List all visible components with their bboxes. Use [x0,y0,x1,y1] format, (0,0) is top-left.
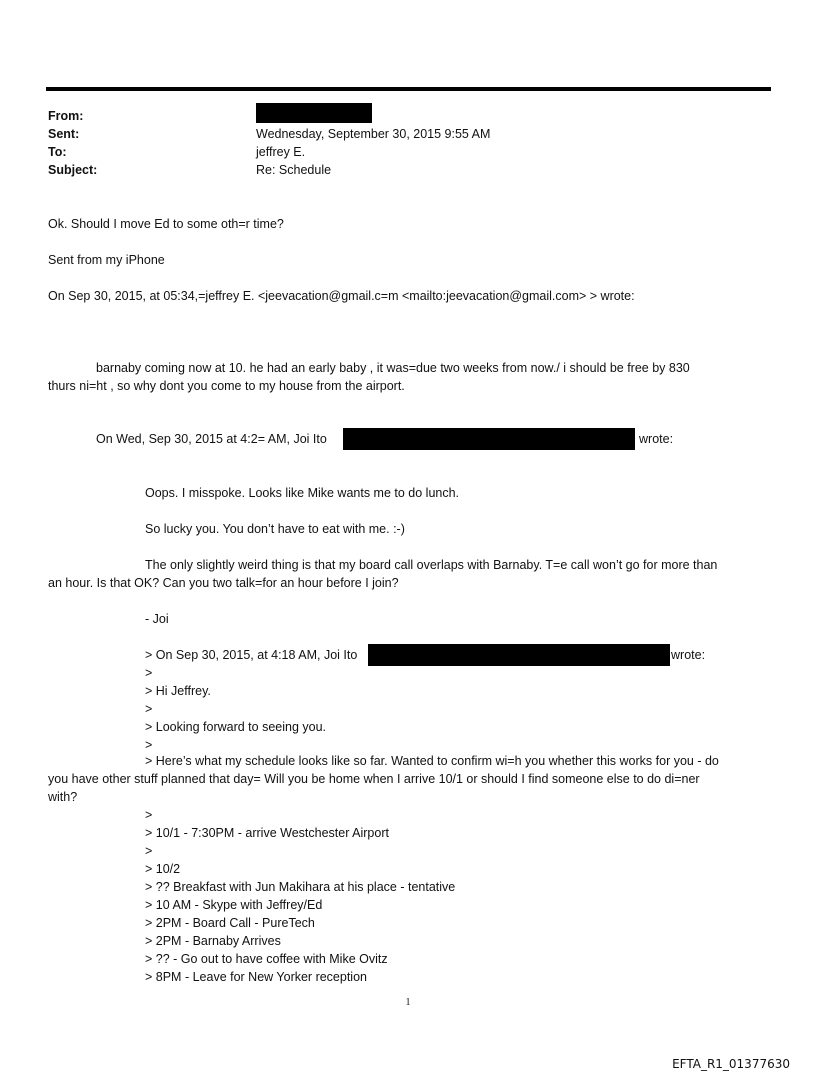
body-line: Oops. I misspoke. Looks like Mike wants me to do lunch. [145,486,460,500]
body-line: barnaby coming now at 10. he had an early baby , it was=due two weeks from now./ i should be free by 830 [96,361,690,375]
quoted-line: > 2PM - Barnaby Arrives [145,934,281,948]
quoted-line: > [145,844,153,858]
document-id: EFTA_R1_01377630 [672,1057,790,1071]
body-line: The only slightly weird thing is that my board call overlaps with Barnaby. T=e call won’t go for more than [145,558,718,572]
body-line: an hour. Is that OK? Can you two talk=for an hour before I join? [48,576,399,590]
quoted-line: > 10/2 [145,862,181,876]
redaction-email [368,644,670,666]
body-line: Sent from my iPhone [48,253,165,267]
page-number: 1 [405,997,411,1008]
quoted-line: > Looking forward to seeing you. [145,720,327,734]
subject-value: Re: Schedule [256,163,332,177]
to-label: To: [48,145,67,159]
to-value: jeffrey E. [256,145,306,159]
redaction-from [256,103,372,123]
quoted-line: > Hi Jeffrey. [145,684,211,698]
body-line: On Sep 30, 2015, at 05:34,=jeffrey E. <jeevacation@gmail.c=m <mailto:jeevacation@gmail.com> > wrote: [48,289,635,303]
body-line: > On Sep 30, 2015, at 4:18 AM, Joi Ito [145,648,358,662]
header-rule [46,87,771,91]
quoted-line: > [145,738,153,752]
quoted-line: > [145,808,153,822]
quoted-line: you have other stuff planned that day= Will you be home when I arrive 10/1 or should I find someone else to do di=ner [48,772,700,786]
body-line: So lucky you. You don’t have to eat with me. :-) [145,522,405,536]
body-line: - Joi [145,612,169,626]
quoted-line: > 8PM - Leave for New Yorker reception [145,970,367,984]
quoted-line: with? [48,790,78,804]
body-line: On Wed, Sep 30, 2015 at 4:2= AM, Joi Ito [96,432,327,446]
quoted-line: > 10 AM - Skype with Jeffrey/Ed [145,898,323,912]
subject-label: Subject: [48,163,98,177]
quoted-line: > 10/1 - 7:30PM - arrive Westchester Airport [145,826,389,840]
from-label: From: [48,109,84,123]
quoted-line: > [145,666,153,680]
sent-label: Sent: [48,127,80,141]
quoted-line: > ?? Breakfast with Jun Makihara at his place - tentative [145,880,456,894]
body-line: wrote: [671,648,706,662]
body-line: Ok. Should I move Ed to some oth=r time? [48,217,284,231]
sent-value: Wednesday, September 30, 2015 9:55 AM [256,127,491,141]
body-line: wrote: [639,432,674,446]
quoted-line: > Here’s what my schedule looks like so far. Wanted to confirm wi=h you whether this works for you - do [145,754,719,768]
quoted-line: > ?? - Go out to have coffee with Mike Ovitz [145,952,388,966]
redaction-email [343,428,635,450]
quoted-line: > [145,702,153,716]
quoted-line: > 2PM - Board Call - PureTech [145,916,315,930]
body-line: thurs ni=ht , so why dont you come to my house from the airport. [48,379,405,393]
